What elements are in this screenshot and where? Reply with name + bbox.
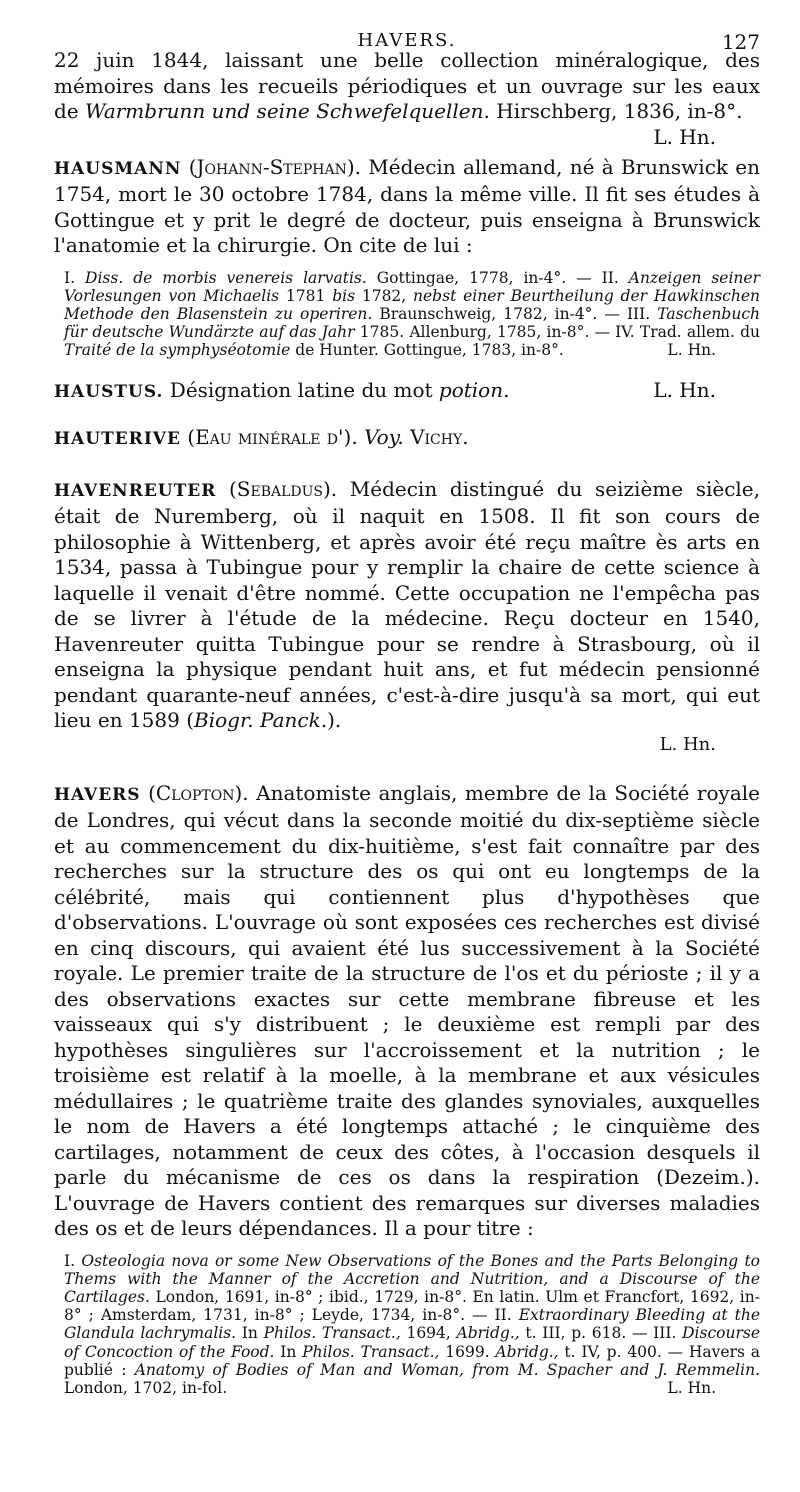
haustus-paragraph xyxy=(54,378,760,406)
entry-hausmann xyxy=(54,155,760,360)
hausmann-references xyxy=(54,269,760,360)
ref-detail: In xyxy=(236,1324,264,1343)
person-name: (Sebaldus). xyxy=(216,476,338,501)
signature: L. Hn. xyxy=(653,377,716,402)
signature: L. Hn. xyxy=(667,341,716,360)
signature: L. Hn. xyxy=(667,1378,716,1397)
ref-title: nebst einer Beurtheilung der Hawkinschen Methode den Blasenstein zu operiren. xyxy=(64,286,760,323)
ref-title: Extraordinary Bleeding at the Glandula lachrymalis. xyxy=(64,1306,760,1343)
hauterive-paragraph xyxy=(54,425,760,453)
hausmann-paragraph xyxy=(54,155,760,259)
entry-text: (Eau minérale d'). xyxy=(180,425,365,450)
entry-havenreuter xyxy=(54,477,760,755)
headword: HAVENREUTER xyxy=(54,480,217,501)
headword: HAUSMANN xyxy=(54,158,182,179)
cross-ref-label: Voy. xyxy=(364,425,404,450)
ref-detail: 1785. Allenburg, 1785, in-8°. — xyxy=(354,323,616,342)
entry-haustus xyxy=(54,378,760,406)
ref-detail: London, 1691, in-8° ; ibid., 1729, in-8°. En latin. Ulm et Francfort, 1692, in-8° ; Amsterdam, 1731, in-8° ; Leyde, 1734, in-8°. — xyxy=(64,1287,760,1325)
ref-title: Osteologia nova or some New Observations of the Bones and the Parts Belonging to Thems with the Manner of the Accretion and Nutrition, and a Discourse of the Cartilages. xyxy=(64,1251,761,1306)
entry-continuation xyxy=(54,48,760,149)
havenreuter-paragraph xyxy=(54,477,760,734)
ref-number: III. xyxy=(626,304,658,323)
ref-title: Anatomy of Bodies of Man and Woman, from M. Spacher and J. Remmelin. xyxy=(134,1360,760,1379)
ref-detail: In xyxy=(274,1342,303,1361)
signature: L. Hn. xyxy=(659,733,716,755)
entry-text: Médecin allemand, né à Brunswick en 1754, mort le 30 octobre 1784, dans la même ville. Il fit ses études à Gottingue et y prit le degré de docteur, puis enseigna à Brunswick l'anatomie et la chirurgie. On cite de lui : xyxy=(54,154,760,257)
continuation-text-end: Hirschberg, 1836, in-8°. xyxy=(489,99,743,123)
person-name: (Johann-Stephan). xyxy=(188,154,362,179)
ref-detail: 1694, xyxy=(400,1324,457,1343)
ref-title: Abridg., xyxy=(456,1324,520,1343)
entry-text: Anatomiste anglais, membre de la Société royale de Londres, qui vécut dans la seconde moitié du dix-septième siècle et au commencement du dix-huitième, s'est fait connaître par des recherches sur la structure des os qui ont eu longtemps de la célébrité, mais qui contiennent plus d'hypothèses que d'observations. L'ouvrage où sont exposées ces recherches est divisé en cinq discours, qui avaient été lus successivement à la Société royale. Le premier traite de la structure de l'os et du périoste ; il y a des observations exactes sur cette membrane fibreuse et les vaisseaux qui s'y distribuent ; le deuxième est rempli par des hypothèses singulières sur l'accroissement et la nutrition ; le troisième est relatif à la moelle, à la membrane et aux vésicules médullaires ; le quatrième traite des glandes synoviales, auxquelles le nom de Havers a été longtemps attaché ; le cinquième des cartilages, notamment de ceux des côtes, à l'occasion desquels il parle du mécanisme de ces os dans la respiration (Dezeim.). L'ouvrage de Havers contient des remarques sur diverses maladies des os et de leurs dépendances. Il a pour titre : xyxy=(54,780,760,1241)
ref-detail: Braunschweig, 1782, in-4°. — xyxy=(372,304,627,323)
entry-term: potion. xyxy=(438,377,510,402)
ref-detail: Trad. allem. du xyxy=(639,323,760,342)
continuation-paragraph xyxy=(54,48,760,149)
ref-title: Philos. Transact., xyxy=(302,1342,440,1361)
ref-number: I. xyxy=(64,268,86,287)
continuation-text: 22 juin 1844, laissant une belle collection minéralogique, des mémoires dans les recueils périodiques et un ouvrage sur les eaux de xyxy=(54,48,760,123)
ref-number: I. xyxy=(64,1251,82,1270)
ref-detail: t. IV, p. 400. — Havers a publié : xyxy=(64,1342,760,1379)
havers-references xyxy=(54,1252,760,1398)
entry-text-end: ). xyxy=(327,708,342,733)
ref-number: II. xyxy=(494,1306,519,1325)
entry-text: Médecin distingué du seizième siècle, était de Nuremberg, où il naquit en 1508. Il fit son cours de philosophie à Wittenberg, et après avoir été reçu maître ès arts en 1534, passa à Tubingue pour y remplir la chaire de cette science à laquelle il venait d'être nommé. Cette occupation ne l'empêcha pas de se livrer à l'étude de la médecine. Reçu docteur en 1540, Havenreuter quitta Tubingue pour se rendre à Strasbourg, où il enseigna la physique pendant huit ans, et fut médecin pensionné pendant quarante-neuf années, c'est-à-dire jusqu'à sa mort, qui eut lieu en 1589 ( xyxy=(54,476,760,733)
ref-detail: Gottingae, 1778, in-4°. — xyxy=(366,268,602,287)
entry-text: Désignation latine du mot xyxy=(163,377,439,402)
ref-detail: 1781 xyxy=(279,286,333,305)
headword: HAVERS xyxy=(54,784,141,805)
ref-detail: London, 1702, in-fol. xyxy=(64,1378,228,1397)
havers-paragraph xyxy=(54,781,760,1242)
ref-title: bis xyxy=(332,286,356,305)
running-header xyxy=(54,0,760,54)
ref-detail: 1782, xyxy=(355,286,414,305)
ref-detail: 1699. xyxy=(439,1342,496,1361)
ref-detail: t. III, p. 618. — xyxy=(519,1324,654,1343)
ref-title: Abridg., xyxy=(495,1342,559,1361)
signature: L. Hn. xyxy=(653,124,716,149)
headword: HAUTERIVE xyxy=(54,429,181,450)
ref-title: Anzeigen seiner Vorlesungen von Michaelis xyxy=(64,268,760,305)
ref-number: IV. xyxy=(615,323,640,342)
ref-title: Traité de la symphyséotomie xyxy=(64,341,291,360)
ref-title: Taschenbuch für deutsche Wundärzte auf das Jahr xyxy=(64,304,760,342)
source-citation: Biogr. Panck. xyxy=(194,708,328,733)
entry-hauterive xyxy=(54,425,760,453)
ref-title: Diss. de morbis venereis larvatis. xyxy=(85,268,367,287)
continuation-title: Warmbrunn und seine Schwefelquellen. xyxy=(85,99,490,123)
running-title: HAVERS. xyxy=(357,30,457,51)
page-number: 127 xyxy=(721,30,760,54)
headword: HAUSTUS. xyxy=(54,381,164,402)
person-name: (Clopton). xyxy=(140,780,249,805)
ref-detail: de Hunter. Gottingue, 1783, in-8°. xyxy=(290,341,564,360)
ref-number: II. xyxy=(601,268,629,287)
entry-havers xyxy=(54,781,760,1398)
ref-title: Philos. Transact., xyxy=(263,1324,401,1343)
ref-number: III. xyxy=(653,1324,683,1343)
cross-ref-target: Vichy. xyxy=(403,425,469,450)
ref-title: Discourse of Concoction of the Food. xyxy=(64,1324,760,1361)
